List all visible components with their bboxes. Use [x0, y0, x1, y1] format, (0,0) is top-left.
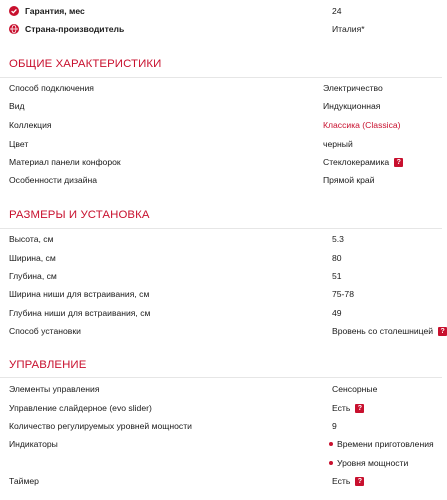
spec-label: Коллекция	[9, 120, 52, 130]
spec-row	[9, 419, 442, 433]
spec-label: Управление слайдерное (evo slider)	[9, 403, 152, 413]
spec-row	[9, 137, 442, 151]
help-icon[interactable]: ?	[394, 158, 403, 167]
spec-value: 5.3	[332, 234, 344, 244]
spec-label: Вид	[9, 101, 25, 111]
shield-check-icon	[9, 6, 19, 16]
section-divider	[0, 228, 442, 229]
spec-label: Способ установки	[9, 326, 81, 336]
spec-label: Глубина, см	[9, 271, 57, 281]
help-icon[interactable]: ?	[355, 404, 364, 413]
spec-label: Материал панели конфорок	[9, 157, 121, 167]
spec-row	[9, 474, 442, 488]
spec-label: Высота, см	[9, 234, 54, 244]
spec-value: Есть	[332, 403, 351, 413]
spec-label: Страна-производитель	[25, 24, 125, 34]
spec-value: 49	[332, 308, 342, 318]
spec-label: Ширина, см	[9, 253, 56, 263]
spec-label: Способ подключения	[9, 83, 94, 93]
spec-row	[9, 401, 442, 415]
spec-value: 24	[332, 6, 342, 16]
spec-row	[9, 437, 442, 451]
spec-value-wrap	[332, 403, 364, 413]
spec-label: Гарантия, мес	[25, 6, 85, 16]
spec-value: Прямой край	[323, 175, 375, 185]
help-icon[interactable]: ?	[355, 477, 364, 486]
spec-value: Времени приготовления	[337, 439, 434, 449]
spec-row	[9, 81, 442, 95]
globe-icon	[9, 24, 19, 34]
spec-label: Ширина ниши для встраивания, см	[9, 289, 150, 299]
spec-value: Уровня мощности	[337, 458, 409, 468]
spec-value-wrap	[329, 439, 434, 449]
spec-row	[9, 251, 442, 265]
spec-row	[9, 269, 442, 283]
section-divider	[0, 377, 442, 378]
spec-value: 51	[332, 271, 342, 281]
spec-row	[9, 306, 442, 320]
bullet-icon	[329, 442, 333, 446]
spec-row	[9, 232, 442, 246]
section-title-control: УПРАВЛЕНИЕ	[9, 359, 87, 371]
spec-value-wrap	[329, 458, 408, 468]
spec-value: черный	[323, 139, 353, 149]
spec-label: Глубина ниши для встраивания, см	[9, 308, 151, 318]
spec-value: Италия*	[332, 24, 365, 34]
section-divider	[0, 77, 442, 78]
collection-link[interactable]: Классика (Classica)	[323, 120, 401, 130]
spec-value: 9	[332, 421, 337, 431]
spec-row	[9, 173, 442, 187]
spec-value-wrap	[332, 476, 364, 486]
spec-value-wrap	[332, 326, 447, 336]
spec-value: Стеклокерамика	[323, 157, 390, 167]
spec-value: Сенсорные	[332, 384, 378, 394]
spec-label: Количество регулируемых уровней мощности	[9, 421, 192, 431]
spec-row	[9, 324, 445, 338]
help-icon[interactable]: ?	[438, 327, 447, 336]
section-title-general: ОБЩИЕ ХАРАКТЕРИСТИКИ	[9, 58, 162, 70]
spec-row-country	[9, 22, 442, 36]
spec-row	[9, 99, 442, 113]
spec-value: Индукционная	[323, 101, 381, 111]
spec-label: Элементы управления	[9, 384, 100, 394]
spec-label: Индикаторы	[9, 439, 58, 449]
section-title-dimensions: РАЗМЕРЫ И УСТАНОВКА	[9, 209, 150, 221]
spec-row	[9, 155, 442, 169]
spec-row-continued	[9, 456, 442, 470]
spec-value: 75-78	[332, 289, 354, 299]
spec-label: Особенности дизайна	[9, 175, 98, 185]
bullet-icon	[329, 461, 333, 465]
spec-value: Есть	[332, 476, 351, 486]
spec-value: Вровень со столешницей	[332, 326, 434, 336]
spec-value-wrap	[323, 157, 403, 167]
spec-row	[9, 118, 442, 132]
spec-value: Электричество	[323, 83, 383, 93]
spec-row	[9, 382, 442, 396]
spec-row-warranty	[9, 4, 442, 18]
spec-row	[9, 287, 442, 301]
spec-label: Цвет	[9, 139, 29, 149]
spec-value: 80	[332, 253, 342, 263]
spec-label: Таймер	[9, 476, 39, 486]
